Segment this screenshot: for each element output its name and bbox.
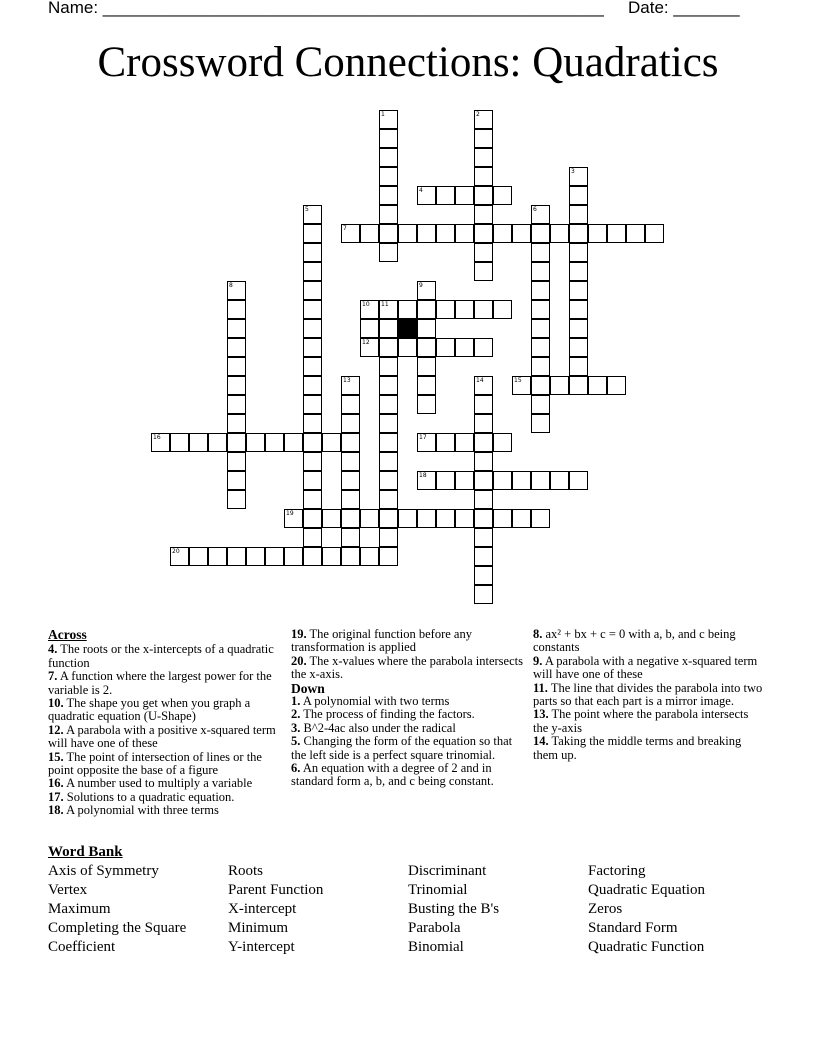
word-bank-item: Parent Function <box>228 882 324 898</box>
crossword-cell[interactable] <box>379 224 398 243</box>
crossword-cell[interactable] <box>550 224 569 243</box>
crossword-cell[interactable] <box>379 376 398 395</box>
crossword-cell[interactable] <box>455 224 474 243</box>
crossword-cell[interactable] <box>493 471 512 490</box>
clue-number: 20 <box>172 548 180 555</box>
crossword-cell[interactable] <box>550 471 569 490</box>
across-clue-7: 7. A function where the largest power for the variable is 2. <box>48 669 272 697</box>
crossword-cell[interactable] <box>303 319 322 338</box>
crossword-cell[interactable] <box>341 414 360 433</box>
crossword-cell[interactable] <box>645 224 664 243</box>
crossword-cell[interactable] <box>417 509 436 528</box>
crossword-cell[interactable] <box>474 547 493 566</box>
crossword-cell[interactable] <box>474 338 493 357</box>
clue-number: 5 <box>305 206 309 213</box>
crossword-cell[interactable] <box>607 376 626 395</box>
clue-number: 15 <box>514 377 522 384</box>
word-bank-item: Maximum <box>48 901 111 917</box>
crossword-cell[interactable] <box>569 376 588 395</box>
crossword-cell[interactable] <box>227 357 246 376</box>
crossword-cell[interactable] <box>474 528 493 547</box>
crossword-cell[interactable] <box>227 300 246 319</box>
crossword-cell[interactable] <box>379 528 398 547</box>
crossword-cell[interactable] <box>493 509 512 528</box>
crossword-cell[interactable] <box>455 509 474 528</box>
crossword-cell[interactable] <box>379 319 398 338</box>
crossword-cell[interactable] <box>341 509 360 528</box>
crossword-cell[interactable] <box>531 509 550 528</box>
clue-number: 2 <box>476 111 480 118</box>
crossword-cell[interactable] <box>379 338 398 357</box>
crossword-cell[interactable] <box>474 224 493 243</box>
crossword-cell[interactable] <box>246 433 265 452</box>
crossword-cell[interactable] <box>208 433 227 452</box>
crossword-cell[interactable] <box>303 395 322 414</box>
crossword-cell[interactable] <box>569 224 588 243</box>
crossword-cell[interactable] <box>474 243 493 262</box>
crossword-cell[interactable] <box>227 547 246 566</box>
crossword-cell[interactable] <box>474 205 493 224</box>
word-bank-item: Quadratic Equation <box>588 882 706 898</box>
crossword-cell[interactable] <box>417 224 436 243</box>
crossword-cell[interactable] <box>208 547 227 566</box>
crossword-cell[interactable] <box>379 243 398 262</box>
crossword-cell[interactable] <box>474 471 493 490</box>
crossword-cell[interactable] <box>341 490 360 509</box>
crossword-cell[interactable] <box>569 281 588 300</box>
crossword-cell[interactable] <box>588 224 607 243</box>
crossword-cell[interactable] <box>265 547 284 566</box>
clue-number: 19 <box>286 510 294 517</box>
crossword-cell[interactable] <box>227 433 246 452</box>
word-bank-item: Quadratic Function <box>588 939 705 955</box>
crossword-cell[interactable] <box>569 186 588 205</box>
page-title: Crossword Connections: Quadratics <box>97 39 719 86</box>
crossword-cell[interactable] <box>189 547 208 566</box>
crossword-cell[interactable] <box>455 186 474 205</box>
crossword-cell[interactable] <box>531 376 550 395</box>
crossword-cell[interactable] <box>379 357 398 376</box>
crossword-cell[interactable] <box>341 395 360 414</box>
word-bank-item: Trinomial <box>408 882 468 898</box>
crossword-cell[interactable] <box>417 395 436 414</box>
across-clue-18: 18. A polynomial with three terms <box>48 803 219 818</box>
word-bank-item: Minimum <box>228 920 289 936</box>
crossword-cell[interactable] <box>588 376 607 395</box>
crossword-cell[interactable] <box>569 471 588 490</box>
down-clue-11: 11. The line that divides the parabola into two parts so that each part is a mirror image. <box>533 680 763 709</box>
crossword-cell[interactable] <box>569 262 588 281</box>
crossword-cell[interactable] <box>379 490 398 509</box>
across-clue-17: 17. Solutions to a quadratic equation. <box>48 789 235 804</box>
crossword-cell[interactable] <box>531 243 550 262</box>
crossword-cell[interactable] <box>531 224 550 243</box>
crossword-cell[interactable] <box>626 224 645 243</box>
clue-number: 16 <box>153 434 161 441</box>
crossword-cell[interactable] <box>284 433 303 452</box>
crossword-cell[interactable] <box>379 509 398 528</box>
clue-number: 6 <box>533 206 537 213</box>
crossword-cell[interactable] <box>379 433 398 452</box>
word-bank-item: Y-intercept <box>228 939 295 955</box>
clue-number: 10 <box>362 301 370 308</box>
crossword-cell[interactable] <box>436 300 455 319</box>
header <box>48 0 748 20</box>
crossword-cell[interactable] <box>303 376 322 395</box>
crossword-cell[interactable] <box>417 300 436 319</box>
crossword-cell[interactable] <box>417 376 436 395</box>
crossword-cell[interactable] <box>303 509 322 528</box>
word-bank-item: Parabola <box>408 920 461 936</box>
crossword-cell[interactable] <box>493 433 512 452</box>
crossword-cell[interactable] <box>531 338 550 357</box>
word-bank-item: Zeros <box>588 901 623 917</box>
name-field[interactable]: Name: _____________________________________________________ <box>48 0 604 17</box>
word-bank-item: Roots <box>228 863 264 879</box>
crossword-cell[interactable] <box>417 357 436 376</box>
down-clue-8: 8. ax² + bx + c = 0 with a, b, and c being constants <box>533 627 736 655</box>
crossword-cell[interactable] <box>227 376 246 395</box>
crossword-cell[interactable] <box>569 300 588 319</box>
crossword-cell[interactable] <box>569 338 588 357</box>
crossword-cell[interactable] <box>303 490 322 509</box>
crossword-cell[interactable] <box>227 395 246 414</box>
crossword-cell[interactable] <box>474 433 493 452</box>
word-bank-item: X-intercept <box>228 901 297 917</box>
crossword-cell[interactable] <box>303 300 322 319</box>
crossword-cell[interactable] <box>227 338 246 357</box>
crossword-cell[interactable] <box>455 338 474 357</box>
crossword-cell[interactable] <box>379 547 398 566</box>
crossword-cell[interactable] <box>474 186 493 205</box>
crossword-cell[interactable] <box>474 129 493 148</box>
crossword-cell[interactable] <box>303 262 322 281</box>
crossword-cell[interactable] <box>531 300 550 319</box>
crossword-cell[interactable] <box>531 357 550 376</box>
across-clue-16: 16. A number used to multiply a variable <box>48 776 253 791</box>
crossword-cell[interactable] <box>474 148 493 167</box>
crossword-cell[interactable] <box>569 205 588 224</box>
crossword-cell[interactable] <box>474 585 493 604</box>
crossword-cell[interactable] <box>322 547 341 566</box>
crossword-cell[interactable] <box>227 471 246 490</box>
across-clue-12: 12. A parabola with a positive x-squared term will have one of these <box>48 722 276 751</box>
word-bank-item: Busting the B's <box>408 901 500 917</box>
crossword-cell[interactable] <box>379 186 398 205</box>
crossword-cell[interactable] <box>436 338 455 357</box>
crossword-cell[interactable] <box>398 509 417 528</box>
word-bank-heading: Word Bank <box>48 844 123 860</box>
crossword-cell[interactable] <box>474 167 493 186</box>
crossword-cell[interactable] <box>531 281 550 300</box>
down-clue-13: 13. The point where the parabola intersects the y-axis <box>533 707 749 735</box>
crossword-cell[interactable] <box>569 357 588 376</box>
crossword-cell[interactable] <box>189 433 208 452</box>
crossword-cell[interactable] <box>455 471 474 490</box>
crossword-cell[interactable] <box>303 224 322 243</box>
clue-number: 7 <box>343 225 347 232</box>
crossword-cell[interactable] <box>360 319 379 338</box>
crossword-cell[interactable] <box>436 509 455 528</box>
crossword-cell[interactable] <box>436 471 455 490</box>
crossword-cell[interactable] <box>379 148 398 167</box>
crossword-cell[interactable] <box>455 433 474 452</box>
crossword-cell[interactable] <box>303 547 322 566</box>
crossword-cell[interactable] <box>512 471 531 490</box>
crossword-cell[interactable] <box>493 186 512 205</box>
crossword-cell[interactable] <box>341 452 360 471</box>
across-clue-10: 10. The shape you get when you graph a quadratic equation (U-Shape) <box>48 696 251 724</box>
crossword-cell[interactable] <box>360 509 379 528</box>
crossword-cell[interactable] <box>398 224 417 243</box>
crossword-cell[interactable] <box>417 319 436 338</box>
down-clue-2: 2. The process of finding the factors. <box>291 707 475 722</box>
clue-number: 9 <box>419 282 423 289</box>
crossword-cell[interactable] <box>303 281 322 300</box>
word-bank-item: Discriminant <box>408 863 487 879</box>
clue-number: 8 <box>229 282 233 289</box>
crossword-cell[interactable] <box>360 224 379 243</box>
crossword-cell[interactable] <box>341 471 360 490</box>
clue-number: 3 <box>571 168 575 175</box>
crossword-cell[interactable] <box>455 300 474 319</box>
crossword-cell[interactable] <box>512 224 531 243</box>
clues-column-1 <box>48 628 284 818</box>
crossword-cell[interactable] <box>303 414 322 433</box>
crossword-cell[interactable] <box>531 414 550 433</box>
clue-number: 17 <box>419 434 427 441</box>
across-clue-19: 19. The original function before any transformation is applied <box>291 627 472 655</box>
clue-number: 14 <box>476 377 484 384</box>
crossword-cell[interactable] <box>303 433 322 452</box>
crossword-cell[interactable] <box>379 414 398 433</box>
crossword-cell[interactable] <box>474 300 493 319</box>
crossword-cell[interactable] <box>265 433 284 452</box>
clue-number: 13 <box>343 377 351 384</box>
crossword-cell[interactable] <box>246 547 265 566</box>
crossword-cell[interactable] <box>493 224 512 243</box>
crossword-cell[interactable] <box>512 509 531 528</box>
word-bank-item: Completing the Square <box>48 920 187 936</box>
crossword-cell[interactable] <box>227 319 246 338</box>
crossword-cell[interactable] <box>531 262 550 281</box>
crossword-cell[interactable] <box>341 528 360 547</box>
down-heading: Down <box>291 680 325 696</box>
down-clue-5: 5. Changing the form of the equation so that the left side is a perfect square trinomial. <box>291 734 513 762</box>
clues-column-3 <box>533 628 765 762</box>
word-bank-item: Factoring <box>588 863 646 879</box>
across-clue-15: 15. The point of intersection of lines or the point opposite the base of a figure <box>48 749 262 778</box>
crossword-cell[interactable] <box>379 129 398 148</box>
clue-number: 18 <box>419 472 427 479</box>
crossword-cell[interactable] <box>398 300 417 319</box>
down-clue-6: 6. An equation with a degree of 2 and in standard form a, b, and c being constant. <box>291 761 494 789</box>
clue-number: 12 <box>362 339 370 346</box>
crossword-cell[interactable] <box>474 566 493 585</box>
crossword-cell[interactable] <box>303 243 322 262</box>
crossword-cell[interactable] <box>417 338 436 357</box>
crossword-cell[interactable] <box>550 376 569 395</box>
crossword-cell[interactable] <box>303 338 322 357</box>
clue-number: 1 <box>381 111 385 118</box>
across-clue-20: 20. The x-values where the parabola intersects the x-axis. <box>291 653 523 682</box>
crossword-cell[interactable] <box>569 243 588 262</box>
crossword-cell[interactable] <box>227 414 246 433</box>
crossword-cell[interactable] <box>379 167 398 186</box>
crossword-cell[interactable] <box>322 509 341 528</box>
crossword-cell[interactable] <box>303 471 322 490</box>
crossword-cell[interactable] <box>474 414 493 433</box>
crossword-cell[interactable] <box>398 338 417 357</box>
crossword-cell[interactable] <box>170 433 189 452</box>
down-clue-9: 9. A parabola with a negative x-squared term will have one of these <box>533 653 758 682</box>
down-clue-3: 3. B^2-4ac also under the radical <box>291 720 456 735</box>
crossword-cell[interactable] <box>227 490 246 509</box>
word-bank-item: Binomial <box>408 939 464 955</box>
crossword-cell[interactable] <box>474 509 493 528</box>
word-bank-item: Axis of Symmetry <box>48 863 159 879</box>
crossword-cell[interactable] <box>360 547 379 566</box>
word-bank-item: Coefficient <box>48 939 116 955</box>
crossword-cell[interactable] <box>474 262 493 281</box>
crossword-cell[interactable] <box>341 433 360 452</box>
down-clue-1: 1. A polynomial with two terms <box>291 694 450 709</box>
clue-number: 4 <box>419 187 423 194</box>
crossword-block <box>398 319 417 338</box>
down-clue-14: 14. Taking the middle terms and breaking them up. <box>533 734 742 762</box>
word-bank-item: Standard Form <box>588 920 678 936</box>
crossword-cell[interactable] <box>227 452 246 471</box>
crossword-cell[interactable] <box>531 471 550 490</box>
crossword-cell[interactable] <box>436 433 455 452</box>
crossword-cell[interactable] <box>474 395 493 414</box>
crossword-cell[interactable] <box>493 300 512 319</box>
crossword-cell[interactable] <box>379 205 398 224</box>
clues-column-2 <box>291 628 523 789</box>
clue-number: 11 <box>381 301 389 308</box>
crossword-cell[interactable] <box>607 224 626 243</box>
crossword-cell[interactable] <box>531 395 550 414</box>
crossword-cell[interactable] <box>379 471 398 490</box>
crossword-cell[interactable] <box>474 452 493 471</box>
word-bank-item: Vertex <box>48 882 88 898</box>
crossword-cell[interactable] <box>303 528 322 547</box>
crossword-cell[interactable] <box>379 452 398 471</box>
crossword-cell[interactable] <box>303 452 322 471</box>
crossword-cell[interactable] <box>531 319 550 338</box>
crossword-cell[interactable] <box>474 490 493 509</box>
across-heading: Across <box>48 627 87 642</box>
crossword-cell[interactable] <box>303 357 322 376</box>
crossword-cell[interactable] <box>569 319 588 338</box>
crossword-cell[interactable] <box>379 395 398 414</box>
across-clue-4: 4. The roots or the x-intercepts of a quadratic function <box>48 642 274 670</box>
crossword-cell[interactable] <box>322 433 341 452</box>
crossword-cell[interactable] <box>436 224 455 243</box>
crossword-cell[interactable] <box>341 547 360 566</box>
crossword-cell[interactable] <box>436 186 455 205</box>
date-field[interactable]: Date: _______ <box>628 0 740 17</box>
crossword-cell[interactable] <box>284 547 303 566</box>
